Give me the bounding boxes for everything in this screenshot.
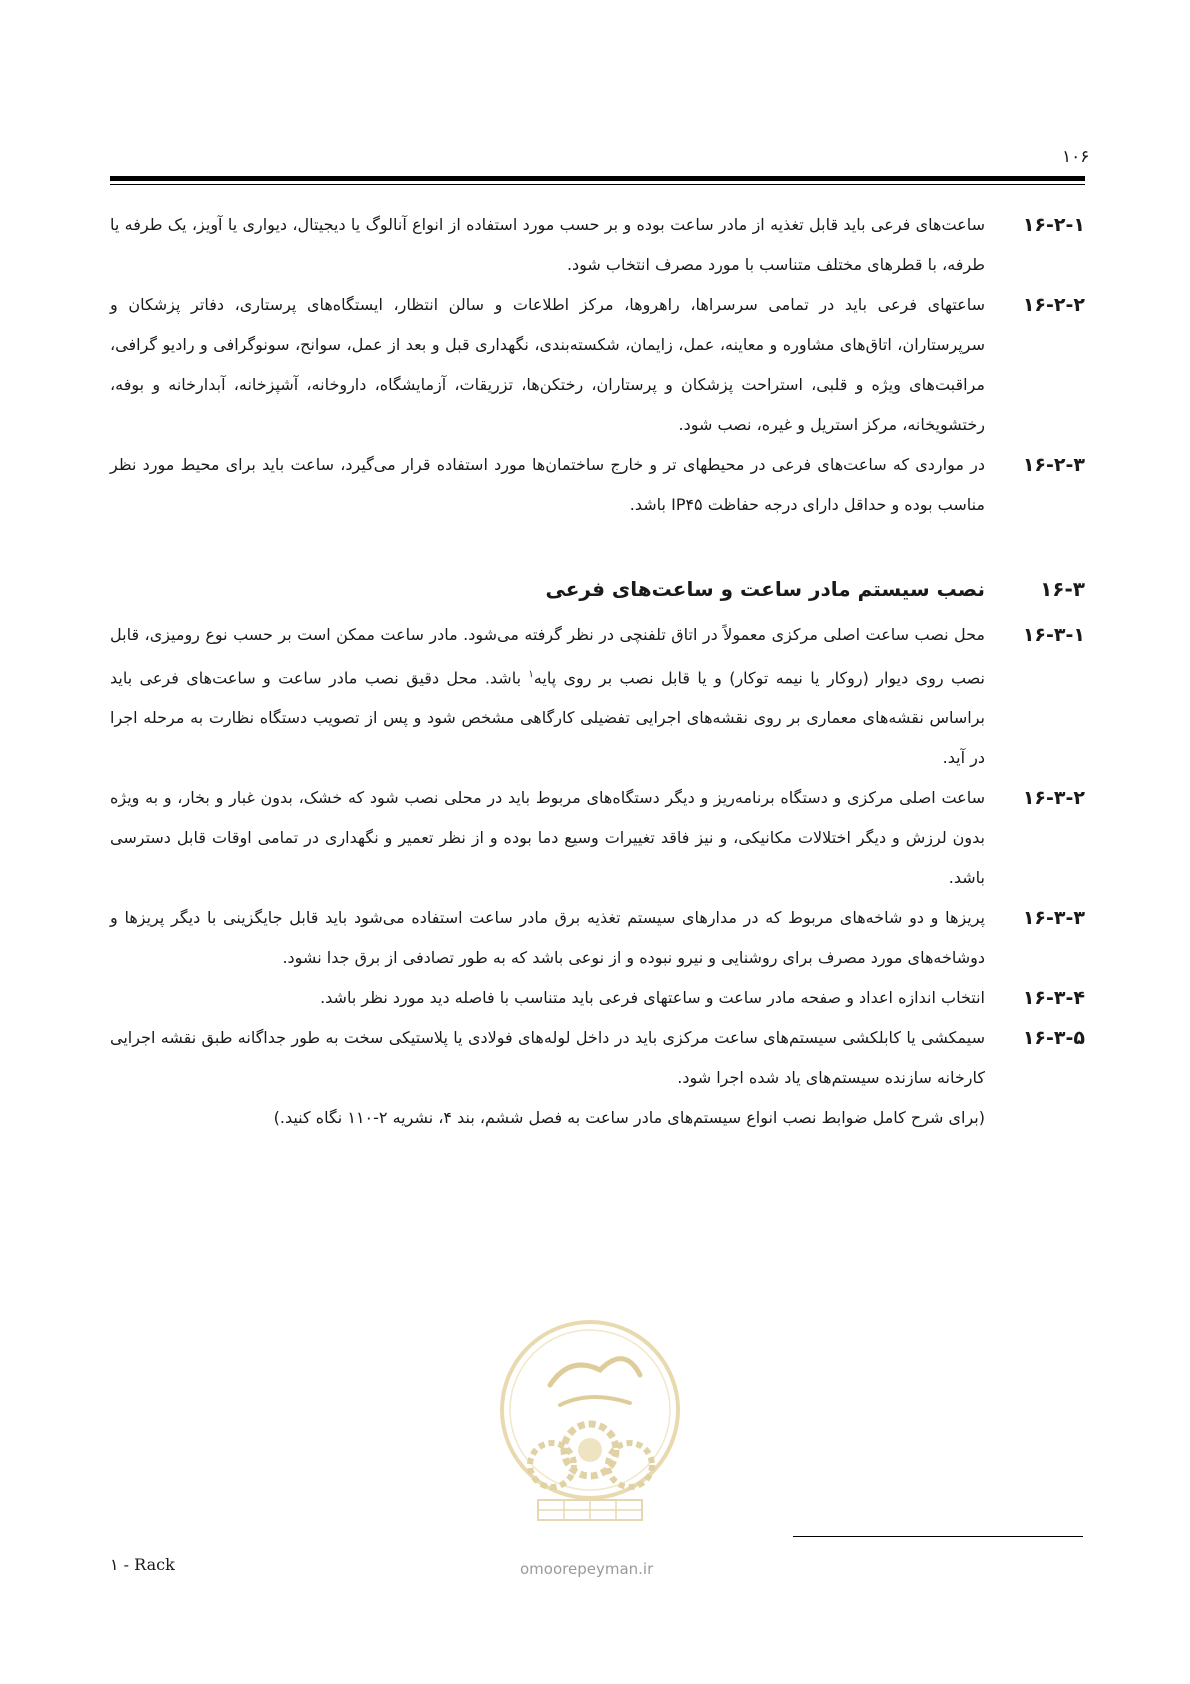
- clause-text: ساعت اصلی مرکزی و دستگاه برنامه‌ریز و دیگر دستگاه‌های مربوط باید در محلی نصب شود که خشک، بدون غبار و بخار، و به ویژه بدون لرزش و دیگر اختلالات مکانیکی، و نیز فاقد تغییرات وسیع دما بوده و از نظر تعمیر و نگهداری در تمامی اوقات قابل دسترسی باشد.: [110, 788, 985, 888]
- footnote-reference: ۱: [528, 669, 534, 680]
- footnote-rule: [793, 1536, 1083, 1537]
- clause-text: در مواردی که ساعت‌های فرعی در محیطهای تر و خارج ساختمان‌ها مورد استفاده قرار می‌گیرد، ساعت باید برای محیط مورد نظر مناسب بوده و حداقل دارای درجه حفاظت IP۴۵ باشد.: [110, 455, 985, 514]
- clause-16-2-2: [110, 285, 1085, 445]
- clause-16-3-1: [110, 615, 1085, 778]
- clause-16-2-3: [110, 445, 1085, 525]
- section-number: ۱۶-۳: [1040, 577, 1085, 601]
- clause-16-3-4: [110, 978, 1085, 1018]
- reference-note: (برای شرح کامل ضوابط نصب انواع سیستم‌های مادر ساعت به فصل ششم، بند ۴، نشریه ۲-۱۱۰ نگاه کنید.): [273, 1108, 985, 1128]
- clause-text-part: باشد. محل دقیق نصب مادر ساعت و ساعت‌های فرعی باید براساس نقشه‌های معماری بر روی نقشه‌های اجرایی تفضیلی کارگاهی مشخص شود و پس از تصویب دستگاه نظارت به مرحله اجرا در آید.: [110, 668, 985, 768]
- clause-16-3-2: [110, 778, 1085, 898]
- header-rule-thin: [110, 184, 1085, 185]
- watermark-logo-icon: [490, 1315, 690, 1555]
- clause-text: [110, 615, 985, 778]
- clause-text-part: محل نصب ساعت اصلی مرکزی معمولاً در اتاق تلفنچی در نظر گرفته می‌شود. مادر ساعت ممکن است بر حسب نوع رومیزی، قابل نصب روی دیوار (روکار یا نیمه توکار) و یا قابل نصب بر روی پایه: [110, 625, 985, 688]
- clause-number: ۱۶-۲-۳: [1022, 454, 1085, 476]
- clause-number: ۱۶-۲-۱: [1022, 214, 1085, 236]
- clause-text: ساعت‌های فرعی باید قابل تغذیه از مادر ساعت بوده و بر حسب مورد استفاده از انواع آنالوگ یا دیجیتال، دیواری یا آویز، یک طرفه یا طرفه، با قطرهای مختلف متناسب با مورد مصرف انتخاب شود.: [110, 215, 985, 274]
- page-number: ۱۰۶: [1062, 147, 1090, 167]
- clause-number: ۱۶-۳-۲: [1022, 787, 1085, 810]
- header-rule-thick: [110, 176, 1085, 181]
- clause-number: ۱۶-۳-۴: [1022, 987, 1085, 1010]
- clause-16-3-3: [110, 898, 1085, 978]
- clause-number: ۱۶-۳-۱: [1022, 624, 1085, 646]
- section-heading-16-3: [110, 563, 1085, 615]
- clause-text: پریزها و دو شاخه‌های مربوط که در مدارهای سیستم تغذیه برق مادر ساعت استفاده می‌شود باید قابل جایگزینی با دیگر پریزها و دوشاخه‌های مورد مصرف برای روشنایی و نیرو نبوده و از نوعی باشد که به طور تصادفی از برق جدا نشود.: [110, 908, 985, 968]
- clause-text: انتخاب اندازه اعداد و صفحه مادر ساعت و ساعتهای فرعی باید متناسب با فاصله دید مورد نظر باشد.: [320, 988, 985, 1008]
- clause-number: ۱۶-۳-۳: [1022, 907, 1085, 930]
- watermark-url: omoorepeyman.ir: [520, 1560, 654, 1578]
- page-content: [110, 205, 1085, 1138]
- clause-text: سیمکشی یا کابلکشی سیستم‌های ساعت مرکزی باید در داخل لوله‌های فولادی یا پلاستیکی سخت به طور جداگانه طبق نقشه اجرایی کارخانه سازنده سیستم‌های یاد شده اجرا شود.: [110, 1028, 985, 1088]
- clause-text: ساعتهای فرعی باید در تمامی سرسراها، راهروها، مرکز اطلاعات و سالن انتظار، ایستگاه‌های پرستاری، دفاتر پزشکان و سرپرستاران، اتاق‌های مشاوره و معاینه، عمل، زایمان، شکسته‌بندی، نگهداری قبل و بعد از عمل، سوانح، سونوگرافی و رادیو گرافی، مراقبت‌های ویژه و قلبی، استراحت پزشکان و پرستاران، رختکن‌ها، تزریقات، آزمایشگاه، داروخانه، آشپزخانه، آبدارخانه و بوفه، رختشویخانه، مرکز استریل و غیره، نصب شود.: [110, 295, 985, 434]
- clause-number: ۱۶-۳-۵: [1022, 1027, 1085, 1050]
- section-title: نصب سیستم مادر ساعت و ساعت‌های فرعی: [545, 577, 985, 601]
- clause-number: ۱۶-۲-۲: [1022, 294, 1085, 316]
- footnote: ۱ - Rack: [110, 1555, 175, 1574]
- clause-16-3-5: [110, 1018, 1085, 1098]
- clause-16-2-1: [110, 205, 1085, 285]
